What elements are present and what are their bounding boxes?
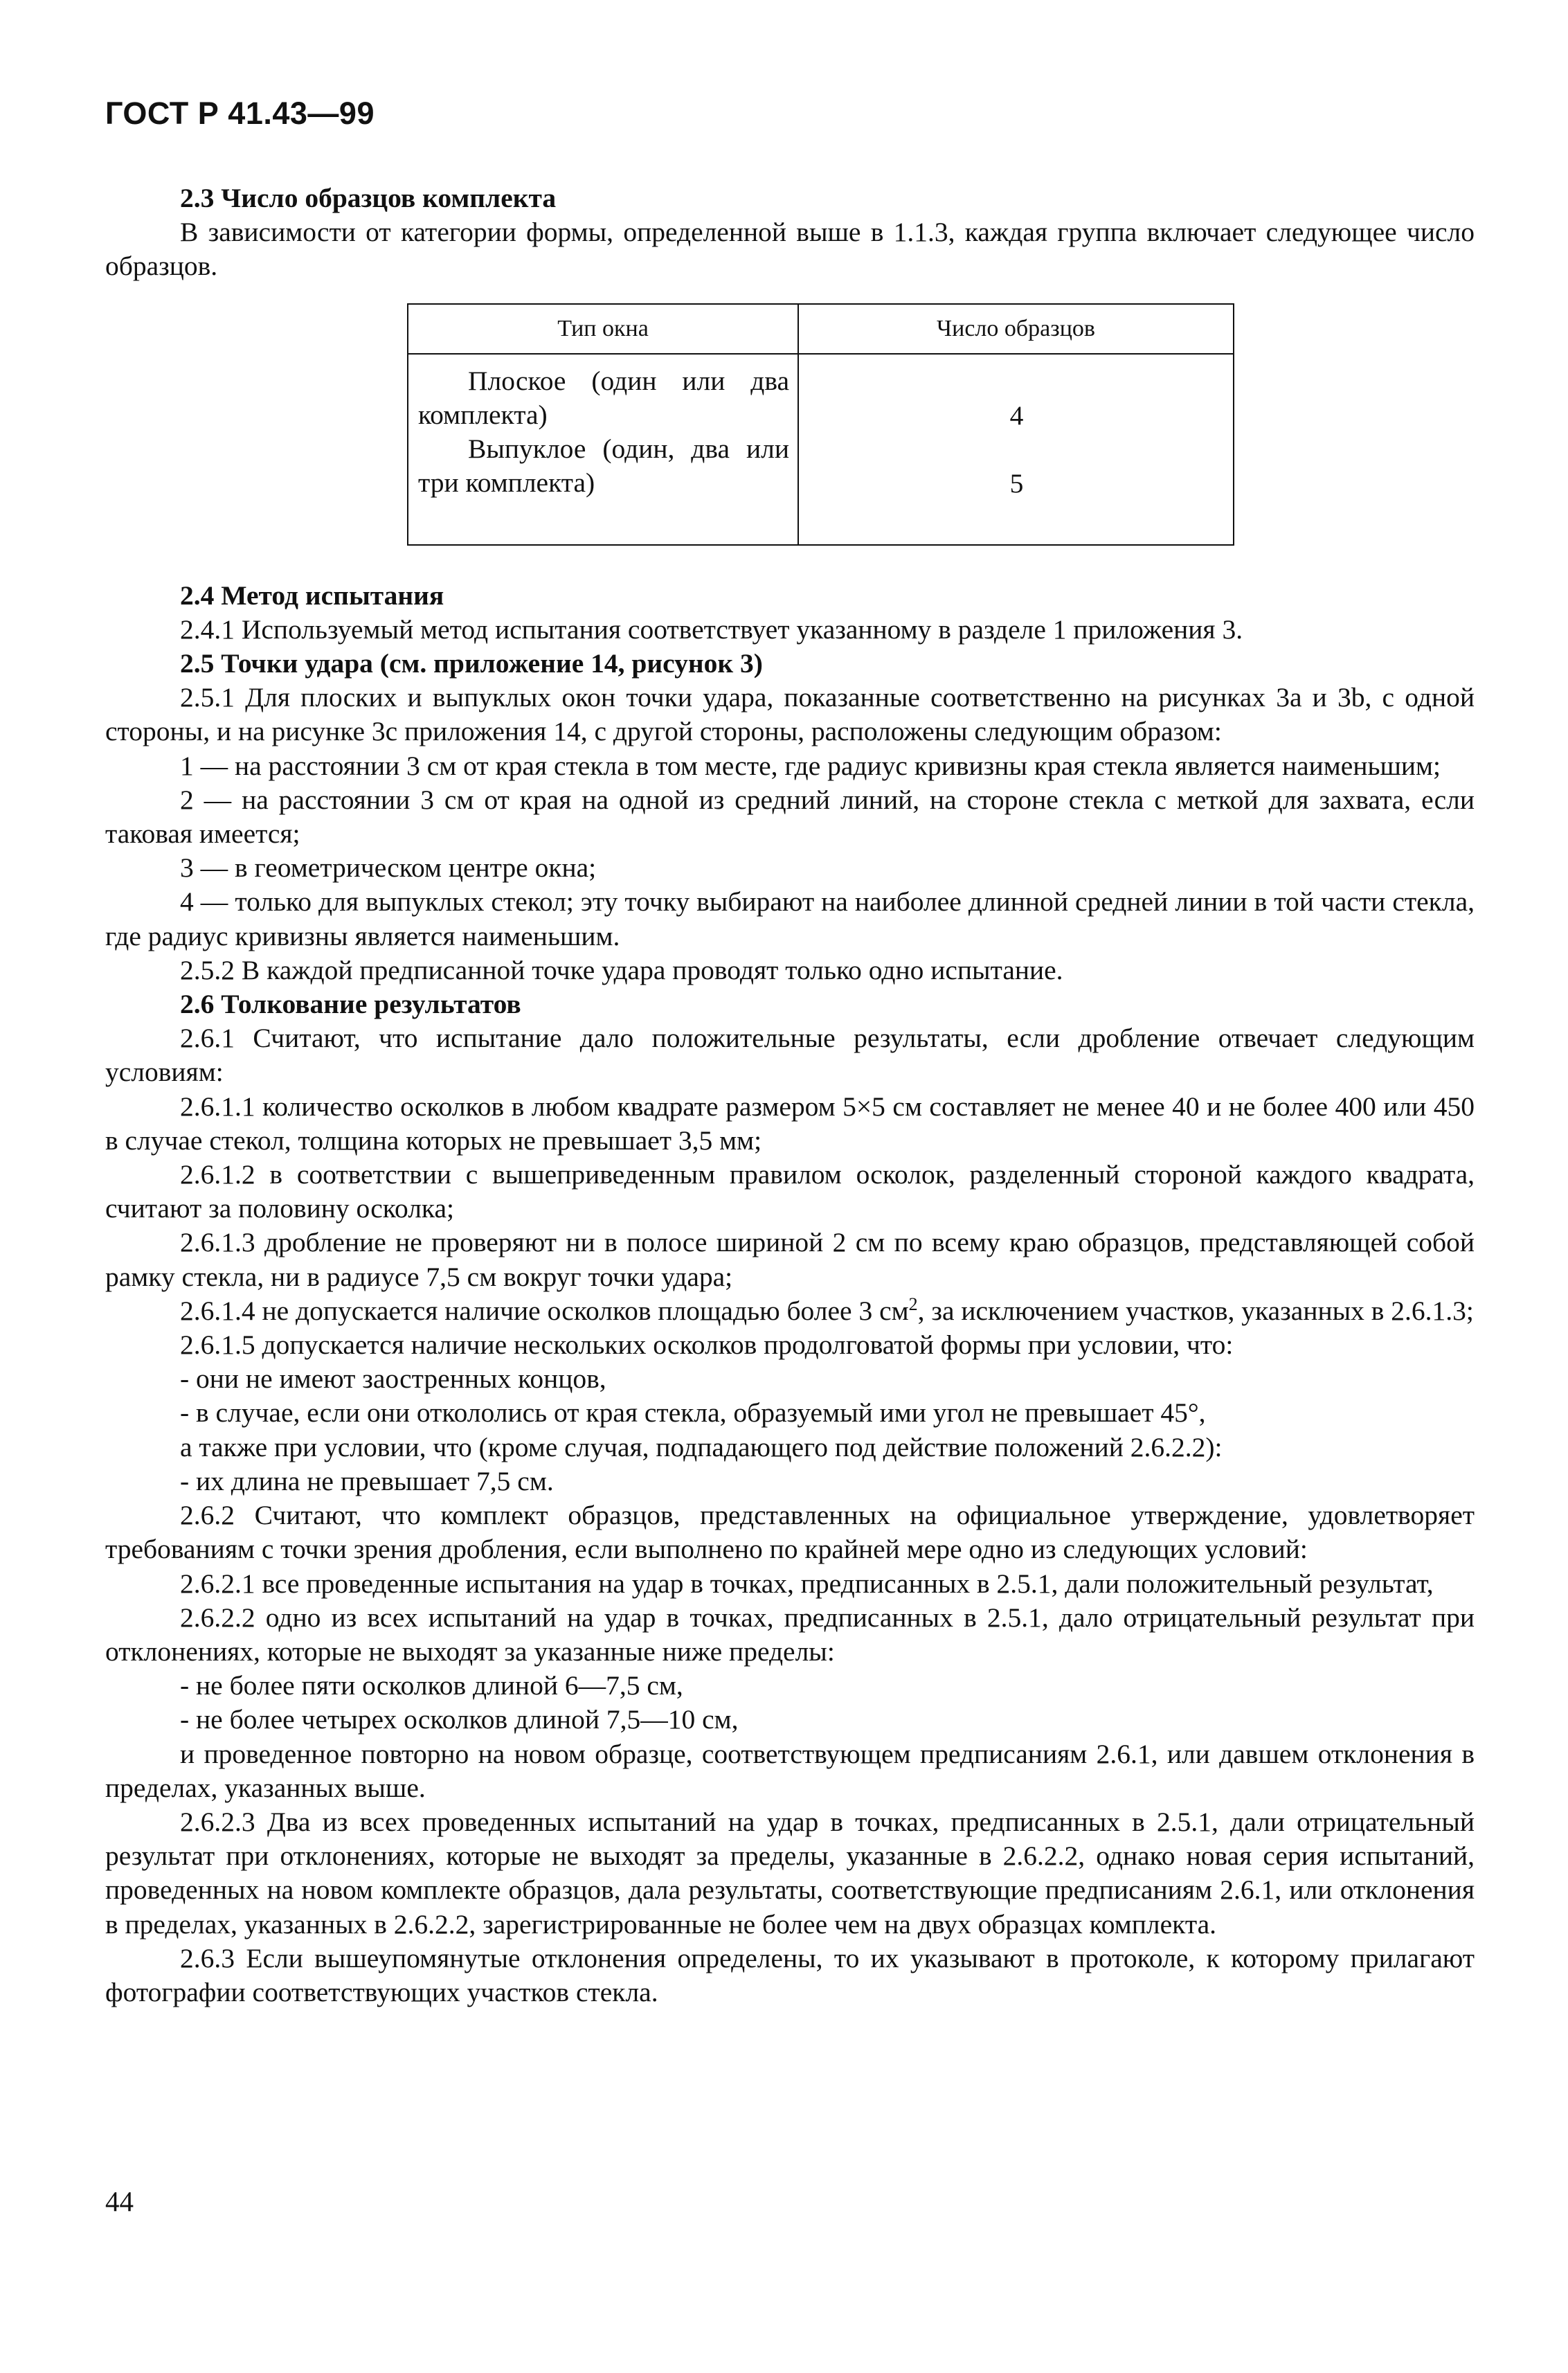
paragraph: а также при условии, что (кроме случая, подпадающего под действие положений 2.6.2.2):: [180, 1431, 1223, 1462]
paragraph: 2.5.2 В каждой предписанной точке удара проводят только одно испытание.: [180, 954, 1063, 985]
specimen-count-convex: 5: [1009, 467, 1024, 499]
list-item: 2 — на расстоянии 3 см от края на одной из средний линий, на стороне стекла с меткой для захвата, если таковая имеется;: [105, 784, 1475, 850]
document-header: ГОСТ Р 41.43—99: [105, 96, 375, 131]
paragraph: 2.6.1 Считают, что испытание дало положительные результаты, если дробление отвечает следующим условиям:: [105, 1023, 1475, 1088]
paragraph: 2.6.1.2 в соответствии с вышеприведенным правилом осколок, разделенный стороной каждого квадрата, считают за половину осколка;: [105, 1159, 1475, 1224]
table-cell-window-types: [408, 354, 798, 545]
list-item: 4 — только для выпуклых стекол; эту точку выбирают на наиболее длинной средней линии в той части стекла, где радиус кривизны является наименьшим.: [105, 886, 1475, 951]
section-2-6-heading: 2.6 Толкование результатов: [180, 989, 521, 1020]
paragraph: 2.4.1 Используемый метод испытания соответствует указанному в разделе 1 приложения 3.: [180, 614, 1243, 645]
list-item: 3 — в геометрическом центре окна;: [180, 852, 597, 884]
table-header-specimen-count: Число образцов: [798, 304, 1234, 354]
list-item: - не более четырех осколков длиной 7,5—10 см,: [180, 1704, 739, 1735]
list-item: 1 — на расстоянии 3 см от края стекла в том месте, где радиус кривизны края стекла является наименьшим;: [180, 750, 1441, 781]
paragraph: 2.6.1.3 дробление не проверяют ни в полосе шириной 2 см по всему краю образцов, представляющей собой рамку стекла, ни в радиусе 7,5 см вокруг точки удара;: [105, 1227, 1475, 1292]
table-cell-specimen-counts: [798, 354, 1234, 545]
list-item: - не более пяти осколков длиной 6—7,5 см,: [180, 1670, 683, 1701]
paragraph: 2.6.2.2 одно из всех испытаний на удар в точках, предписанных в 2.5.1, дало отрицательный результат при отклонениях, которые не выходят за указанные ниже пределы:: [105, 1602, 1475, 1667]
specimen-count-flat: 4: [1009, 400, 1024, 431]
paragraph: 2.6.3 Если вышеупомянутые отклонения определены, то их указывают в протоколе, к которому прилагают фотографии соответствующих участков стекла.: [105, 1942, 1475, 2007]
list-item: - в случае, если они откололись от края стекла, образуемый ими угол не превышает 45°,: [180, 1397, 1206, 1429]
paragraph: 2.6.2 Считают, что комплект образцов, представленных на официальное утверждение, удовлетворяет требованиям с точки зрения дробления, если выполнено по крайней мере одно из следующих условий:: [105, 1500, 1475, 1565]
page-number: 44: [105, 2185, 134, 2217]
text-run: 2.6.1.4 не допускается наличие осколков площадью более 3 см: [180, 1295, 909, 1326]
text-run: , за исключением участков, указанных в 2.6.1.3;: [917, 1295, 1474, 1326]
document-body: [105, 181, 1475, 2009]
window-type-convex: Выпуклое (один, два или три комплекта): [418, 433, 789, 499]
superscript: 2: [908, 1293, 918, 1314]
paragraph: 2.6.1.5 допускается наличие нескольких осколков продолговатой формы при условии, что:: [180, 1329, 1234, 1361]
paragraph: 2.6.1.1 количество осколков в любом квадрате размером 5×5 см составляет не менее 40 и не более 400 или 450 в случае стекол, толщина которых не превышает 3,5 мм;: [105, 1091, 1475, 1156]
table-header-window-type: Тип окна: [408, 304, 798, 354]
paragraph-with-superscript: [105, 1294, 1475, 1328]
list-item: - их длина не превышает 7,5 см.: [180, 1465, 554, 1496]
table-row: [408, 354, 1234, 545]
section-2-4-heading: 2.4 Метод испытания: [180, 580, 444, 611]
list-item: - они не имеют заостренных концов,: [180, 1363, 606, 1395]
section-2-3-text: В зависимости от категории формы, определенной выше в 1.1.3, каждая группа включает следующее число образцов.: [105, 217, 1475, 282]
section-2-5-heading: 2.5 Точки удара (см. приложение 14, рисунок 3): [180, 648, 763, 679]
paragraph: и проведенное повторно на новом образце, соответствующем предписаниям 2.6.1, или давшем отклонения в пределах, указанных выше.: [105, 1738, 1475, 1803]
specimen-count-table: [407, 303, 1234, 546]
paragraph: 2.6.2.3 Два из всех проведенных испытаний на удар в точках, предписанных в 2.5.1, дали отрицательный результат при отклонениях, которые не выходят за пределы, указанные в 2.6.2.2, однако новая серия испытаний, проведенных на новом комплекте образцов, дала результаты, соответствующие предписаниям 2.6.1, или отклонения в пределах, указанных в 2.6.2.2, зарегистрированные не более чем на двух образцах комплекта.: [105, 1806, 1475, 1940]
table-header-row: [408, 304, 1234, 354]
window-type-flat: Плоское (один или два комплекта): [418, 365, 789, 430]
paragraph: 2.6.2.1 все проведенные испытания на удар в точках, предписанных в 2.5.1, дали положительный результат,: [180, 1568, 1434, 1599]
section-2-3-heading: 2.3 Число образцов комплекта: [180, 183, 557, 213]
paragraph: 2.5.1 Для плоских и выпуклых окон точки удара, показанные соответственно на рисунках 3а и 3b, с одной стороны, и на рисунке 3с приложения 14, с другой стороны, расположены следующим образом:: [105, 682, 1475, 747]
